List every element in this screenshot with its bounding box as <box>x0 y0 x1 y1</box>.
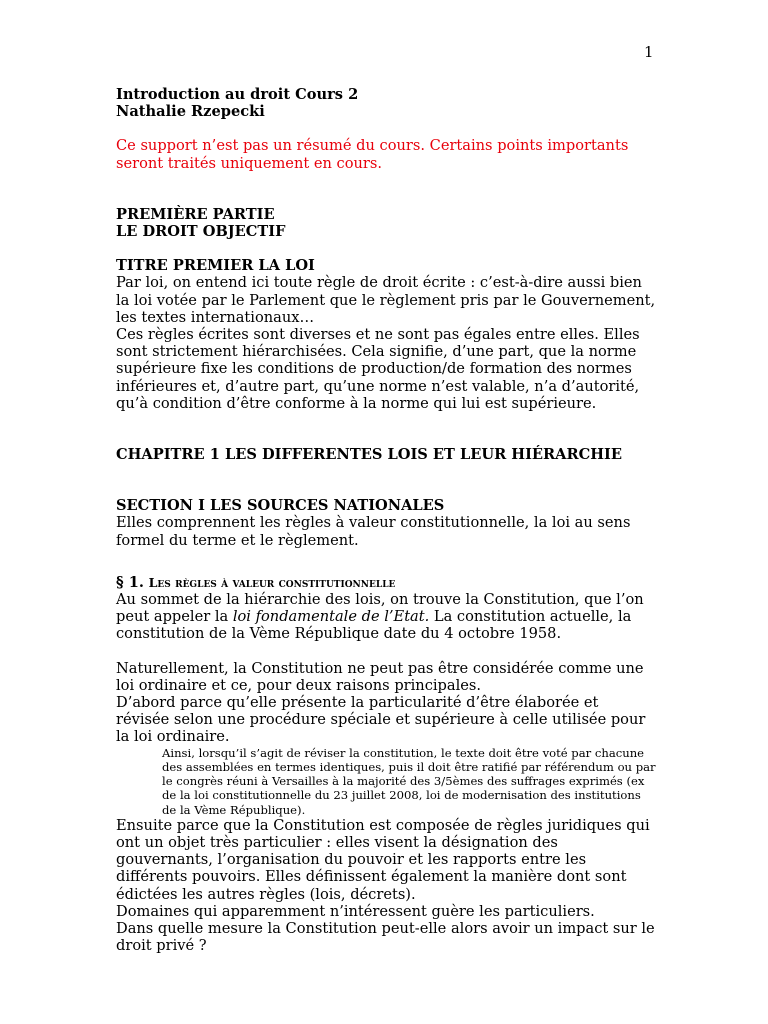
titre-paragraph-1: Par loi, on entend ici toute règle de droit écrite : c’est-à-dire aussi bien la loi votée par le Parlement que le règlement pris par le Gouvernement, les textes internationaux… <box>116 274 656 326</box>
disclaimer-notice: Ce support n’est pas un résumé du cours. Certains points importants seront traités uniquement en cours. <box>116 137 629 172</box>
titre-paragraph-2: Ces règles écrites sont diverses et ne sont pas égales entre elles. Elles sont strictement hiérarchisées. Cela signifie, d’une part, que la norme supérieure fixe les conditions de production/de formation des normes inférieures et, d’autre part, qu’une norme n’est valable, n’a d’autorité, qu’à condition d’être conforme à la norme qui lui est supérieure. <box>116 326 640 412</box>
constitution-intro-paragraph <box>116 591 656 643</box>
constitution-intro-text-end: La constitution actuelle, la constitution de la Vème République date du 4 octobre 1958. <box>116 608 632 643</box>
first-reason-paragraph: D’abord parce qu’elle présente la particularité d’être élaborée et révisée selon une procédure spéciale et supérieure à celle utilisée pour la loi ordinaire. <box>116 694 646 746</box>
course-title: Introduction au droit Cours 2 <box>116 86 359 103</box>
part-title: PREMIÈRE PARTIE <box>116 205 275 223</box>
chapter-heading: CHAPITRE 1 LES DIFFERENTES LOIS ET LEUR HIÉRARCHIE <box>116 446 622 464</box>
part-subtitle: LE DROIT OBJECTIF <box>116 223 286 241</box>
author-name: Nathalie Rzepecki <box>116 103 265 121</box>
reasons-paragraph: Naturellement, la Constitution ne peut pas être considérée comme une loi ordinaire et ce, pour deux raisons principales. <box>116 659 644 694</box>
document-body <box>116 86 656 954</box>
paragraph-title: Les règles à valeur constitutionnelle <box>148 574 396 590</box>
constitution-intro-text: Au sommet de la hiérarchie des lois, on trouve la Constitution, que l’on peut appeler la <box>116 591 644 626</box>
titre-heading: TITRE PREMIER LA LOI <box>116 257 315 275</box>
revision-quote: Ainsi, lorsqu’il s’agit de réviser la constitution, le texte doit être voté par chacune des assemblées en termes identiques, puis il doit être ratifié par référendum ou par le congrès réuni à Versailles à la majorité des 3/5èmes des suffrages exprimés (ex de la loi constitutionnelle du 23 juillet 2008, loi de modernisation des institutions de la Vème République). <box>162 745 656 817</box>
page-number: 1 <box>644 43 654 61</box>
paragraph-number: § 1. <box>116 573 144 591</box>
second-reason-paragraph: Ensuite parce que la Constitution est composée de règles juridiques qui ont un objet très particulier : elles visent la désignation des gouvernants, l’organisation du pouvoir et les rapports entre les différents pouvoirs. Elles définissent également la manière dont sont édictées les autres règles (lois, décrets). <box>116 816 650 903</box>
question-paragraph: Dans quelle mesure la Constitution peut-elle alors avoir un impact sur le droit privé ? <box>116 919 655 955</box>
section-heading: SECTION I LES SOURCES NATIONALES <box>116 497 445 515</box>
paragraph-heading <box>116 574 656 591</box>
section-intro: Elles comprennent les règles à valeur constitutionnelle, la loi au sens formel du terme et le règlement. <box>116 514 631 549</box>
domains-paragraph: Domaines qui apparemment n’intéressent guère les particuliers. <box>116 902 595 920</box>
constitution-intro-italic: loi fondamentale de l’Etat. <box>232 608 430 626</box>
